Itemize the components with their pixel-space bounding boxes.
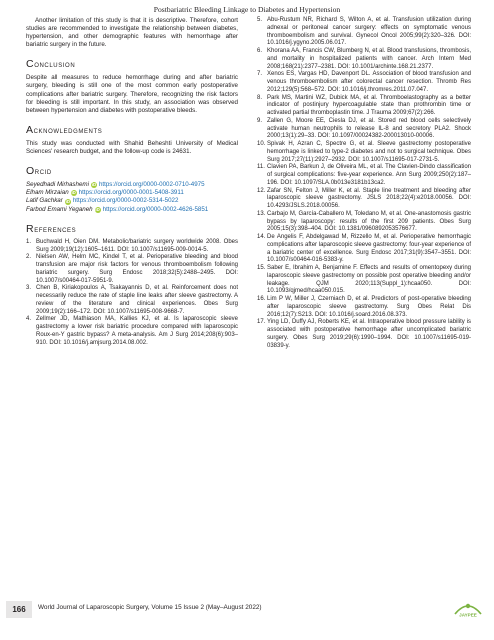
reference-item: [257, 118, 471, 141]
reference-number: 7.: [257, 71, 263, 78]
reference-number: 17.: [257, 319, 266, 326]
reference-item: [257, 48, 471, 71]
orcid-icon: iD: [91, 182, 97, 188]
references-heading: References: [26, 222, 77, 235]
reference-item: [26, 254, 238, 285]
author-name: Seyedhadi Mirhashemi: [26, 181, 89, 189]
reference-text: Abu-Rustum NR, Richard S, Wilton A, et al. Transfusion utilization during adnexal or peritoneal cancer surgery: effects on symptomatic venous thromboembolism and survival. Gynecol Oncol 2005;99(2):320–326. DOI: 10.1016/j.ygyno.2005.06.017.: [267, 17, 471, 47]
reference-item: [257, 188, 471, 211]
logo-dot: [466, 604, 470, 608]
reference-item: [257, 141, 471, 164]
jaypee-logo: [451, 600, 485, 618]
reference-text: Khorana AA, Francis CW, Blumberg N, et al. Blood transfusions, thrombosis, and mortality in hospitalized patients with cancer. Arch Intern Med 2008;168(21):2377–2381. DOI: 10.1001/archinte.168.21.2377.: [267, 48, 471, 70]
reference-number: 9.: [257, 117, 263, 124]
reference-text: Chen B, Kiriakopoulos A, Tsakayannis D, et al. Reinforcement does not necessarily reduce the rate of staple line leaks after sleeve gastrectomy. A review of the literature and clinical experiences. Obes Surg 2009;19(2):166–172. DOI: 10.1007/s11695-008-9668-7.: [36, 285, 238, 315]
reference-number: 11.: [257, 164, 265, 171]
reference-item: [257, 164, 471, 187]
author-name: Elham Mirzaian: [26, 189, 69, 197]
orcid-icon: iD: [71, 190, 76, 196]
reference-number: 1.: [26, 238, 32, 245]
reference-number: 13.: [257, 210, 266, 217]
reference-list: [26, 239, 238, 348]
reference-text: Park MS, Martini WZ, Dubick MA, et al. Thromboelastography as a better indicator of postinjury hypercoagulable state than prothrombin time or activated partial thromboplastin time. J Trauma 2009;67(2):266.: [267, 94, 471, 116]
reference-text: Xenos ES, Vargas HD, Davenport DL. Association of blood transfusion and venous thromboembolism after colorectal cancer resection. Thromb Res 2012;129(5):568–572. DOI: 10.1016/j.thromres.2011.07.047.: [267, 71, 471, 93]
reference-number: 5.: [257, 17, 263, 23]
running-head: Postbariatric Bleeding Linkage to Diabetes and Hypertension: [153, 5, 341, 14]
reference-number: 6.: [257, 48, 263, 54]
right-column: [257, 17, 471, 350]
orcid-icon: iD: [65, 198, 71, 204]
orcid-entry: [26, 197, 238, 205]
reference-item: [257, 234, 471, 265]
reference-number: 8.: [257, 94, 263, 101]
reference-item: [26, 316, 238, 347]
orcid-icon: iD: [95, 206, 100, 212]
reference-number: 3.: [26, 285, 32, 292]
acknowledgments-heading: Acknowledgments: [26, 123, 103, 136]
reference-number: 12.: [257, 187, 266, 194]
reference-number: 2.: [26, 254, 32, 261]
page-number: 166: [6, 601, 32, 618]
reference-number: 10.: [257, 141, 266, 147]
orcid-entry: [26, 181, 238, 189]
reference-item: [257, 17, 471, 48]
orcid-heading: Orcid: [26, 165, 52, 178]
orcid-entry: [26, 189, 238, 197]
reference-item: [26, 285, 238, 316]
conclusion-heading: Conclusion: [26, 58, 76, 71]
intro-paragraph: Another limitation of this study is that it is descriptive. Therefore, cohort studies are recommended to investigate the relationship between diabetes, hypertension, and other demographic features with hemorrhage after bariatric surgery in the future.: [26, 17, 238, 49]
reference-number: 16.: [257, 296, 266, 302]
reference-list-continued: [257, 17, 471, 350]
left-column: [26, 17, 238, 347]
acknowledgments-text: This study was conducted with Shahid Beheshti University of Medical Sciences' research budget, and the follow-up code is 24631.: [26, 139, 238, 155]
reference-item: [257, 211, 471, 234]
reference-text: Zellmer JD, Mathiason MA, Kallies KJ, et al. Is laparoscopic sleeve gastrectomy a lower risk bariatric procedure compared with laparoscopic Roux-en-Y gastric bypass? A meta-analysis. Am J Surg 2014;208(6):903–910. DOI: 10.1016/j.amjsurg.2014.08.002.: [36, 316, 238, 346]
reference-item: [257, 95, 471, 118]
reference-text: De Angelis F, Abdelgawad M, Rizzello M, et al. Perioperative hemorrhagic complications after laparoscopic sleeve gastrectomy: four-year experience of a bariatric center of excellence. Surg Endosc 2017;31(9):3547–3551. DOI: 10.1007/s00464-016-5383-y.: [267, 234, 471, 264]
reference-text: Spivak H, Azran C, Spectre G, et al. Sleeve gastrectomy postoperative hemorrhage is linked to type-2 diabetes and not to surgical technique. Obes Surg 2017;27(11):2927–2932. DOI: 10.1007/s11695-017-2731-5.: [267, 141, 471, 163]
reference-text: Saber E, Ibrahim A, Benjamine F. Effects and results of omentopexy during laparoscopic sleeve gastrectomy on possible post operative bleeding and/or leakage. QJM 2020;113(Suppl_1):hcaa050. DOI: 10.1093/qjmed/hcaa050.015.: [267, 265, 471, 295]
reference-item: [257, 265, 471, 296]
orcid-list: [26, 181, 238, 214]
reference-text: Buchwald H, Oien DM. Metabolic/bariatric surgery worldwide 2008. Obes Surg 2009;19(12):1605–1611. DOI: 10.1007/s11695-009-0014-5.: [36, 238, 238, 253]
orcid-link[interactable]: https://orcid.org/0000-0001-5408-3911: [78, 189, 184, 197]
reference-number: 4.: [26, 316, 32, 323]
orcid-link[interactable]: https://orcid.org/0000-0002-4626-5851: [102, 205, 209, 213]
reference-item: [257, 71, 471, 94]
reference-text: Carbajo M, García-Caballero M, Toledano M, et al. One-anastomosis gastric bypass by laparoscopy: results of the first 209 patients. Obes Surg 2005;15(3):398–404. DOI: 10.1381/0960892053576677.: [267, 210, 471, 233]
reference-text: Lim P W, Miller J, Czerniach D, et al. Predictors of post-operative bleeding after laparoscopic sleeve gastrectomy. Surg Obes Relat Dis 2016;12(7):S213. DOI: 10.1016/j.soard.2016.08.373.: [267, 296, 471, 318]
orcid-link[interactable]: https://orcid.org/0000-0002-5314-5022: [72, 197, 179, 205]
reference-number: 15.: [257, 265, 266, 271]
reference-item: [257, 319, 471, 350]
reference-text: Zafar SN, Felton J, Miller K, et al. Staple line treatment and bleeding after laparoscopic sleeve gastrectomy. JSLS 2018;22(4):e2018.00056. DOI: 10.4293/JSLS.2018.00056.: [267, 187, 471, 209]
journal-citation: World Journal of Laparoscopic Surgery, Volume 15 Issue 2 (May–August 2022): [38, 604, 262, 611]
orcid-link[interactable]: https://orcid.org/0000-0002-0710-4975: [98, 181, 205, 189]
reference-text: Clavien PA, Barkun J, de Oliveira ML, et al. The Clavien-Dindo classification of surgical complications: five-year experience. Ann Surg 2009;250(2):187–196. DOI: 10.1097/SLA.0b013e3181b13ca2.: [267, 164, 471, 186]
author-name: Latif Gachkar: [26, 197, 63, 205]
reference-text: Ying LD, Duffy AJ, Roberts KE, et al. Intraoperative blood pressure lability is associated with postoperative hemorrhage after uncomplicated bariatric surgery. Obes Surg 2019;29(6):1990–1994. DOI: 10.1007/s11695-019-03839-y.: [267, 319, 471, 349]
reference-item: [257, 296, 471, 319]
orcid-entry: [26, 206, 238, 214]
reference-number: 14.: [257, 234, 266, 240]
author-name: Farbod Emami Yeganeh: [26, 205, 93, 213]
reference-text: Nielsen AW, Helm MC, Kindel T, et al. Perioperative bleeding and blood transfusion are major risk factors for venous thromboembolism following bariatric surgery. Surg Endosc 2018;32(5):2488–2495. DOI: 10.1007/s00464-017-5951-9.: [36, 254, 238, 284]
logo-text: JAYPEE: [459, 612, 477, 618]
reference-item: [26, 239, 238, 255]
conclusion-text: Despite all measures to reduce hemorrhage during and after bariatric surgery, bleeding is still one of the most common early postoperative complications after bariatric surgery. Therefore, recognizing the risk factors for bleeding is still important. In this study, an association was observed between hypertension and diabetes with postoperative bleeds.: [26, 74, 238, 114]
reference-text: Zallen G, Moore EE, Ciesla DJ, et al. Stored red blood cells selectively activate human neutrophils to release IL-8 and secretory PLA2. Shock 2000;13(1):29–33. DOI: 10.1097/00024382-200013010-00006.: [267, 117, 471, 140]
